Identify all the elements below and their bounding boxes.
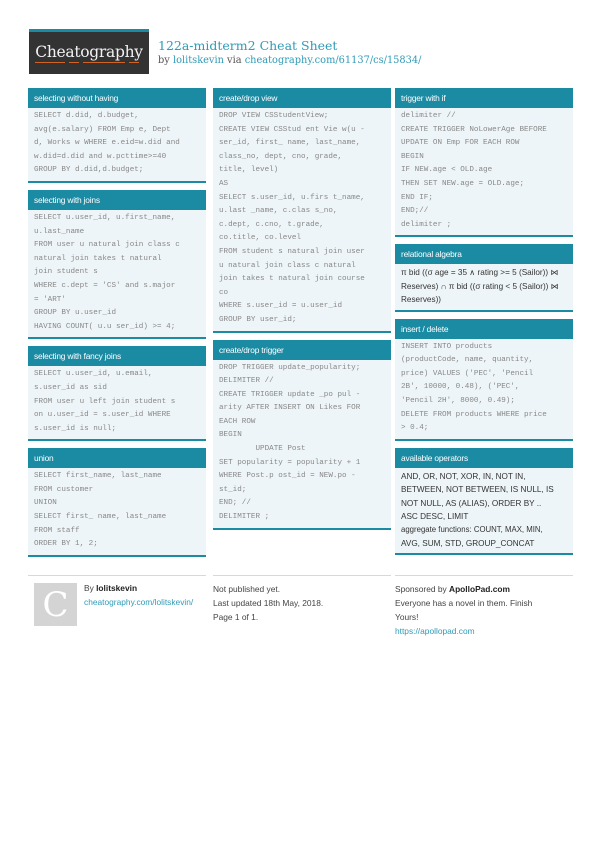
- code-line: GROUP BY user_id;: [219, 315, 297, 324]
- code-line: UNION: [34, 499, 57, 508]
- section-title: create/drop view: [213, 88, 391, 108]
- code-line: SELECT u.user_id, u.email,: [34, 370, 153, 379]
- section-body: [395, 264, 573, 309]
- text-line: Reserves) ∩ π bid ((σ rating < 5 (Sailor)) ⋈: [401, 281, 559, 291]
- section-insert-delete: [395, 319, 573, 441]
- author-block: [84, 581, 193, 609]
- section-title: selecting with joins: [28, 190, 206, 210]
- code-line: join takes t natural join course: [219, 275, 365, 284]
- code-line: AS: [219, 179, 229, 188]
- code-line: (productCode, name, quantity,: [401, 356, 534, 365]
- code-line: u natural join class c natural: [219, 261, 356, 270]
- divider: [28, 575, 206, 576]
- section-selecting-with-fancy-joins: [28, 346, 206, 441]
- code-line: avg(e.salary) FROM Emp e, Dept: [34, 125, 171, 134]
- section-title: create/drop trigger: [213, 340, 391, 360]
- sponsor-name: ApolloPad.com: [449, 584, 510, 594]
- text-line: AVG, SUM, STD, GROUP_CONCAT: [401, 538, 535, 548]
- footer-author: [28, 575, 206, 625]
- byline: [158, 55, 421, 66]
- author-profile-link[interactable]: cheatography.com/lolitskevin/: [84, 597, 194, 607]
- sheet-header: [158, 38, 421, 66]
- section-create-drop-view: [213, 88, 391, 333]
- code-line: END; //: [219, 499, 251, 508]
- section-body: [28, 210, 206, 337]
- code-line: s.user_id is null;: [34, 424, 117, 433]
- section-body: [28, 468, 206, 555]
- code-line: d, Works w WHERE e.eid=w.did and: [34, 139, 180, 148]
- by-label: By: [84, 583, 94, 593]
- text-line: Reserves)): [401, 295, 442, 305]
- sheet-url-link[interactable]: cheatography.com/61137/cs/15834/: [244, 55, 422, 66]
- code-line: c.dept, c.cno, t.grade,: [219, 220, 324, 229]
- code-line: UPDATE Post: [219, 445, 306, 454]
- section-trigger-with-if: [395, 88, 573, 237]
- code-line: END;//: [401, 207, 429, 216]
- section-relational-algebra: [395, 244, 573, 311]
- code-line: SELECT u.user_id, u.first_name,: [34, 213, 176, 222]
- via-text: via: [227, 55, 242, 66]
- text-line: ASC DESC, LIMIT: [401, 511, 469, 521]
- text-line: BETWEEN, NOT BETWEEN, IS NULL, IS: [401, 485, 554, 495]
- author-name: lolitskevin: [96, 583, 138, 593]
- code-line: join student s: [34, 268, 98, 277]
- logo-text: Cheatography: [35, 43, 143, 61]
- code-line: DELIMITER ;: [219, 513, 270, 522]
- sponsor-tagline: Everyone has a novel in them. Finish: [395, 598, 533, 608]
- author-link[interactable]: lolitskevin: [172, 55, 224, 66]
- code-line: IF NEW.age < OLD.age: [401, 166, 493, 175]
- divider: [213, 575, 391, 576]
- code-line: FROM customer: [34, 485, 94, 494]
- sheet-title[interactable]: 122a-midterm2 Cheat Sheet: [158, 38, 338, 53]
- code-line: SELECT s.user_id, u.firs t_name,: [219, 193, 365, 202]
- text-line: aggregate functions: COUNT, MAX, MIN,: [401, 525, 543, 535]
- code-line: WHERE Post.p ost_id = NEW.po -: [219, 472, 356, 481]
- text-line: NOT NULL, AS (ALIAS), ORDER BY ..: [401, 498, 542, 508]
- code-line: on u.user_id = s.user_id WHERE: [34, 411, 171, 420]
- code-line: SELECT first_ name, last_name: [34, 513, 167, 522]
- code-line: class_no, dept, cno, grade,: [219, 152, 343, 161]
- code-line: s.user_id as sid: [34, 383, 107, 392]
- section-body: [28, 366, 206, 439]
- code-line: FROM student s natural join user: [219, 247, 365, 256]
- section-selecting-with-joins: [28, 190, 206, 339]
- last-updated: Last updated 18th May, 2018.: [213, 598, 324, 608]
- code-line: DELIMITER //: [219, 377, 274, 386]
- code-line: FROM staff: [34, 526, 80, 535]
- code-line: u.last_name: [34, 227, 85, 236]
- code-line: CREATE VIEW CSStud ent Vie w(u -: [219, 125, 365, 134]
- code-line: SELECT d.did, d.budget,: [34, 112, 139, 120]
- code-line: END IF;: [401, 193, 433, 202]
- code-line: 2B', 10000, 0.48), ('PEC',: [401, 383, 520, 392]
- code-line: SET popularity = popularity + 1: [219, 458, 361, 467]
- code-line: EACH ROW: [219, 417, 256, 426]
- code-line: arity AFTER INSERT ON Likes FOR: [219, 404, 361, 413]
- section-body: [28, 108, 206, 181]
- code-line: CREATE TRIGGER NoLowerAge BEFORE: [401, 125, 547, 134]
- code-line: DROP TRIGGER update_popularity;: [219, 363, 361, 372]
- code-line: FROM user u natural join class c: [34, 241, 180, 250]
- code-line: DELETE FROM products WHERE price: [401, 410, 547, 419]
- text-line: π bid ((σ age = 35 ∧ rating >= 5 (Sailor)) ⋈: [401, 268, 559, 278]
- section-title: insert / delete: [395, 319, 573, 339]
- code-line: st_id;: [219, 485, 247, 494]
- section-body: [213, 108, 391, 331]
- code-line: ORDER BY 1, 2;: [34, 540, 98, 549]
- code-line: HAVING COUNT( u.u ser_id) >= 4;: [34, 322, 176, 331]
- section-body: [395, 339, 573, 439]
- footer-sponsor: [395, 575, 573, 638]
- cheatography-logo[interactable]: [29, 29, 149, 74]
- code-line: INSERT INTO products: [401, 342, 493, 351]
- code-line: price) VALUES ('PEC', 'Pencil: [401, 369, 534, 378]
- code-line: FROM user u left join student s: [34, 397, 176, 406]
- section-create-drop-trigger: [213, 340, 391, 530]
- divider: [395, 575, 573, 576]
- code-line: natural join takes t natural: [34, 254, 162, 263]
- code-line: CREATE TRIGGER update _po pul -: [219, 390, 361, 399]
- column-1: [28, 88, 206, 564]
- footer-status: [213, 575, 391, 624]
- code-line: DROP VIEW CSStudentView;: [219, 112, 329, 120]
- code-line: = 'ART': [34, 295, 66, 304]
- sponsor-tagline-2: Yours!: [395, 612, 419, 622]
- section-body: [213, 360, 391, 528]
- column-3: [395, 88, 573, 562]
- code-line: GROUP BY u.user_id: [34, 309, 117, 318]
- by-prefix: by: [158, 55, 170, 66]
- section-body: [395, 468, 573, 553]
- section-union: [28, 448, 206, 557]
- page-count: Page 1 of 1.: [213, 612, 259, 622]
- publish-status: Not published yet.: [213, 584, 281, 594]
- code-line: co.title, co.level: [219, 234, 302, 243]
- sponsor-line: [395, 582, 573, 596]
- avatar: [34, 583, 77, 626]
- section-available-operators: [395, 448, 573, 555]
- code-line: w.did=d.did and w.pcttime>=40: [34, 152, 167, 161]
- section-title: available operators: [395, 448, 573, 468]
- section-body: [395, 108, 573, 235]
- code-line: BEGIN: [219, 431, 242, 440]
- code-line: delimiter ;: [401, 220, 452, 229]
- section-selecting-without-having: [28, 88, 206, 183]
- code-line: BEGIN: [401, 152, 424, 161]
- section-title: union: [28, 448, 206, 468]
- code-line: delimiter //: [401, 112, 456, 120]
- code-line: title, level): [219, 166, 279, 175]
- code-line: ser_id, first_ name, last_name,: [219, 139, 361, 148]
- code-line: > 0.4;: [401, 424, 429, 433]
- code-line: UPDATE ON Emp FOR EACH ROW: [401, 139, 520, 148]
- sponsor-prefix: Sponsored by: [395, 584, 447, 594]
- code-line: THEN SET NEW.age = OLD.age;: [401, 179, 525, 188]
- avatar-letter: C: [42, 584, 69, 625]
- section-title: trigger with if: [395, 88, 573, 108]
- author-line: [84, 581, 193, 595]
- code-line: co: [219, 288, 229, 297]
- column-2: [213, 88, 391, 537]
- section-title: relational algebra: [395, 244, 573, 264]
- code-line: WHERE s.user_id = u.user_id: [219, 302, 343, 311]
- code-line: SELECT first_name, last_name: [34, 472, 162, 481]
- section-title: selecting with fancy joins: [28, 346, 206, 366]
- section-title: selecting without having: [28, 88, 206, 108]
- code-line: WHERE c.dept = 'CS' and s.major: [34, 281, 176, 290]
- code-line: GROUP BY d.did,d.budget;: [34, 166, 144, 175]
- sponsor-link[interactable]: https://apollopad.com: [395, 626, 475, 636]
- code-line: 'Pencil 2H', 8000, 0.49);: [401, 396, 515, 405]
- text-line: AND, OR, NOT, XOR, IN, NOT IN,: [401, 471, 526, 481]
- code-line: u.last _name, c.clas s_no,: [219, 207, 338, 216]
